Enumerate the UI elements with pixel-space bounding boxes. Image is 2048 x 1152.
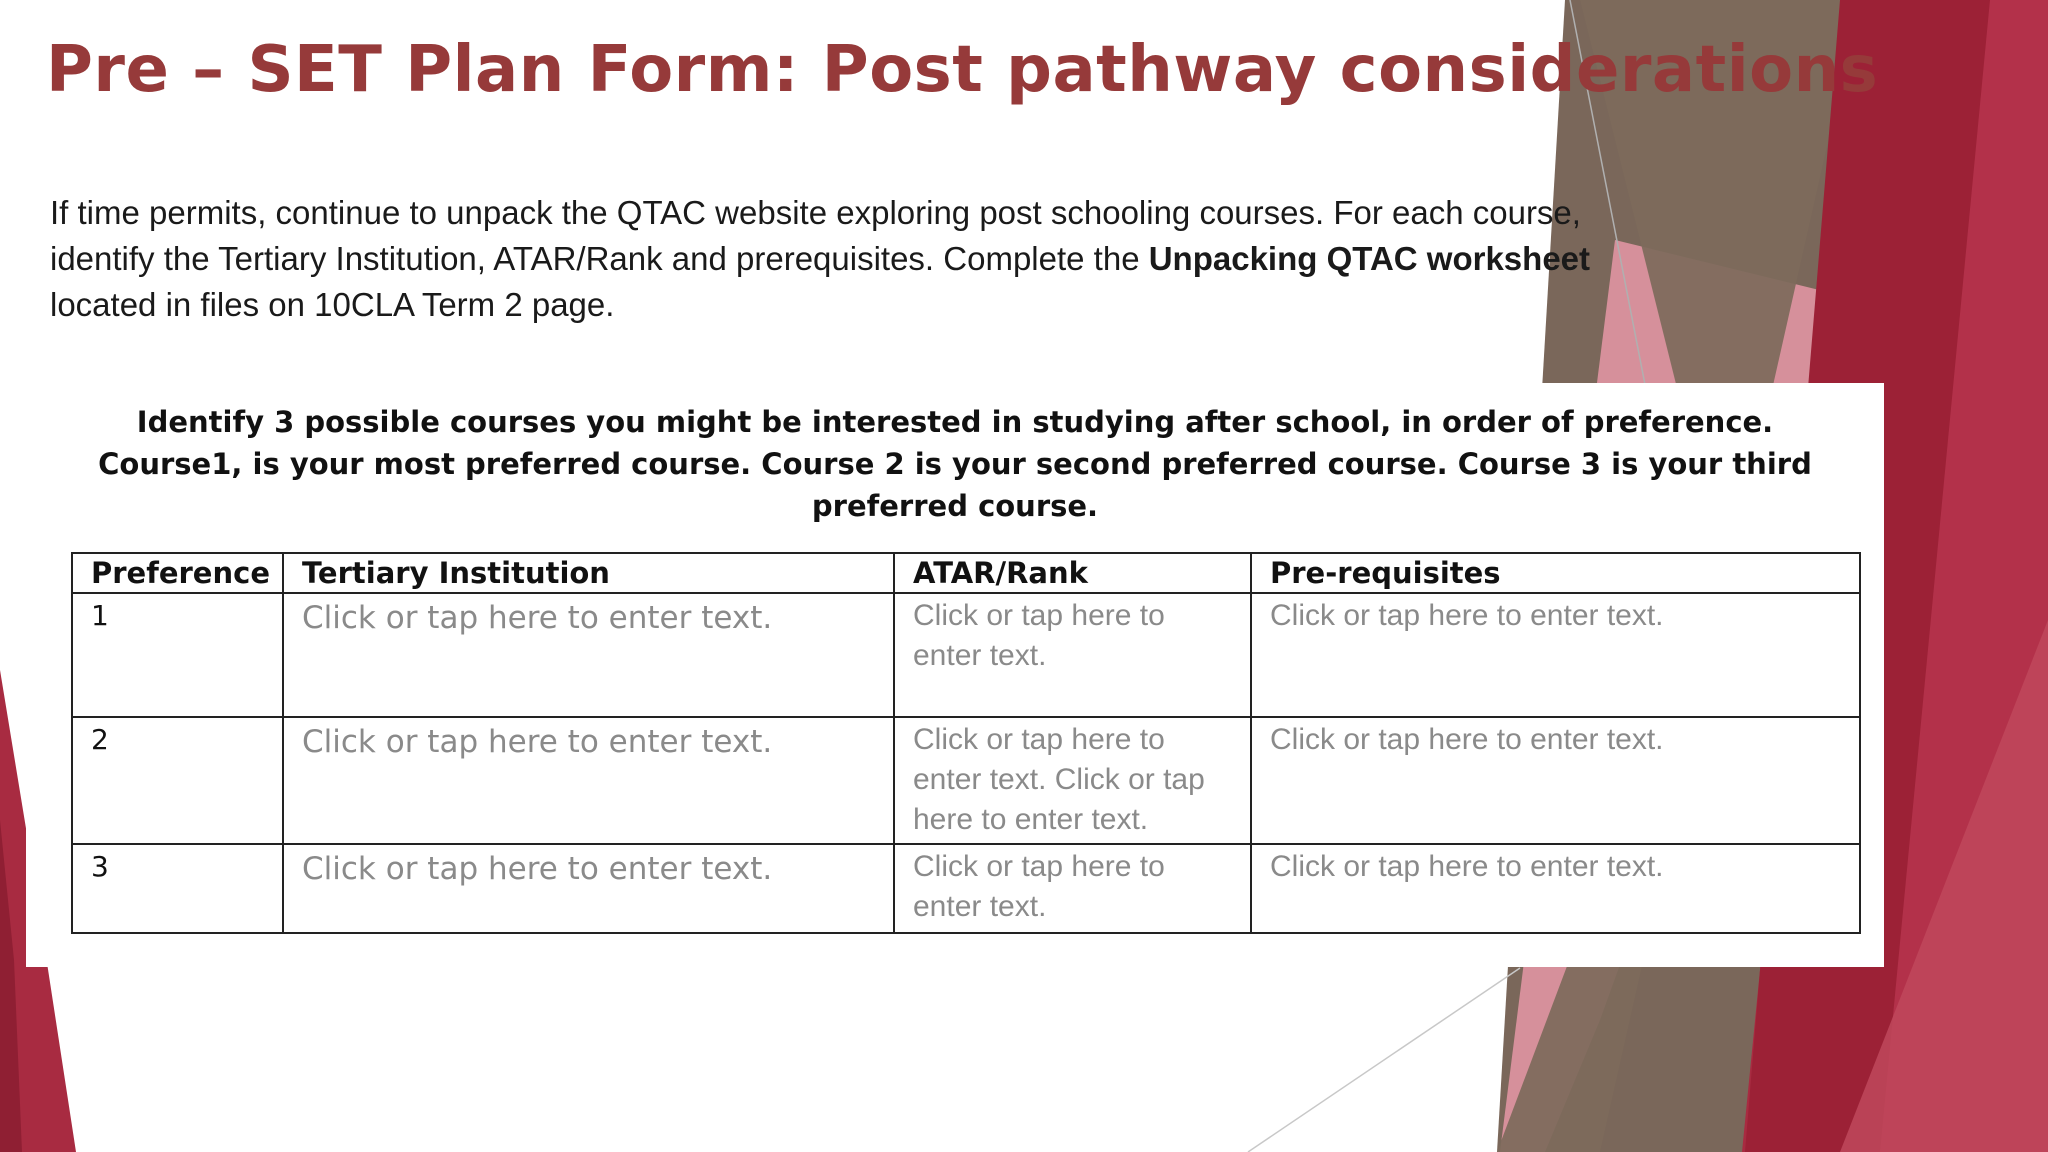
prerequisites-placeholder: Click or tap here to enter text. xyxy=(1251,717,1860,844)
atar-placeholder: Click or tap here to enter text. xyxy=(894,593,1251,717)
header-tertiary-institution: Tertiary Institution xyxy=(283,553,894,593)
embedded-form-image xyxy=(26,383,1884,967)
institution-placeholder: Click or tap here to enter text. xyxy=(283,717,894,844)
preference-number: 3 xyxy=(72,844,283,933)
atar-placeholder: Click or tap here to enter text. Click or tap here to enter text. xyxy=(894,717,1251,844)
table-header-row xyxy=(72,553,1860,593)
prerequisites-placeholder: Click or tap here to enter text. xyxy=(1251,844,1860,933)
prerequisites-placeholder: Click or tap here to enter text. xyxy=(1251,593,1860,717)
preference-number: 2 xyxy=(72,717,283,844)
institution-placeholder: Click or tap here to enter text. xyxy=(283,593,894,717)
preference-number: 1 xyxy=(72,593,283,717)
intro-worksheet-name: Unpacking QTAC worksheet xyxy=(1148,240,1591,277)
intro-paragraph xyxy=(50,190,1610,328)
table-row xyxy=(72,593,1860,717)
intro-text-end: located in files on 10CLA Term 2 page. xyxy=(50,286,615,323)
institution-placeholder: Click or tap here to enter text. xyxy=(283,844,894,933)
slide-title: Pre – SET Plan Form: Post pathway considerations xyxy=(46,33,1879,107)
table-row xyxy=(72,717,1860,844)
preference-table xyxy=(71,552,1861,934)
intro-text-start: If time permits, continue to unpack the QTAC website exploring post schooling courses. For each course, identify the Tertiary Institution, ATAR/Rank and prerequisites. Complete the xyxy=(50,194,1581,277)
atar-placeholder: Click or tap here to enter text. xyxy=(894,844,1251,933)
form-instructions: Identify 3 possible courses you might be interested in studying after school, in order of preference. Course1, is your most preferred course. Course 2 is your second preferred course. Course 3 is your third preferred course. xyxy=(98,405,1812,523)
bg-line-lower xyxy=(1248,968,1520,1152)
header-prerequisites: Pre-requisites xyxy=(1251,553,1860,593)
table-row xyxy=(72,844,1860,933)
header-preference: Preference xyxy=(72,553,283,593)
header-atar-rank: ATAR/Rank xyxy=(894,553,1251,593)
